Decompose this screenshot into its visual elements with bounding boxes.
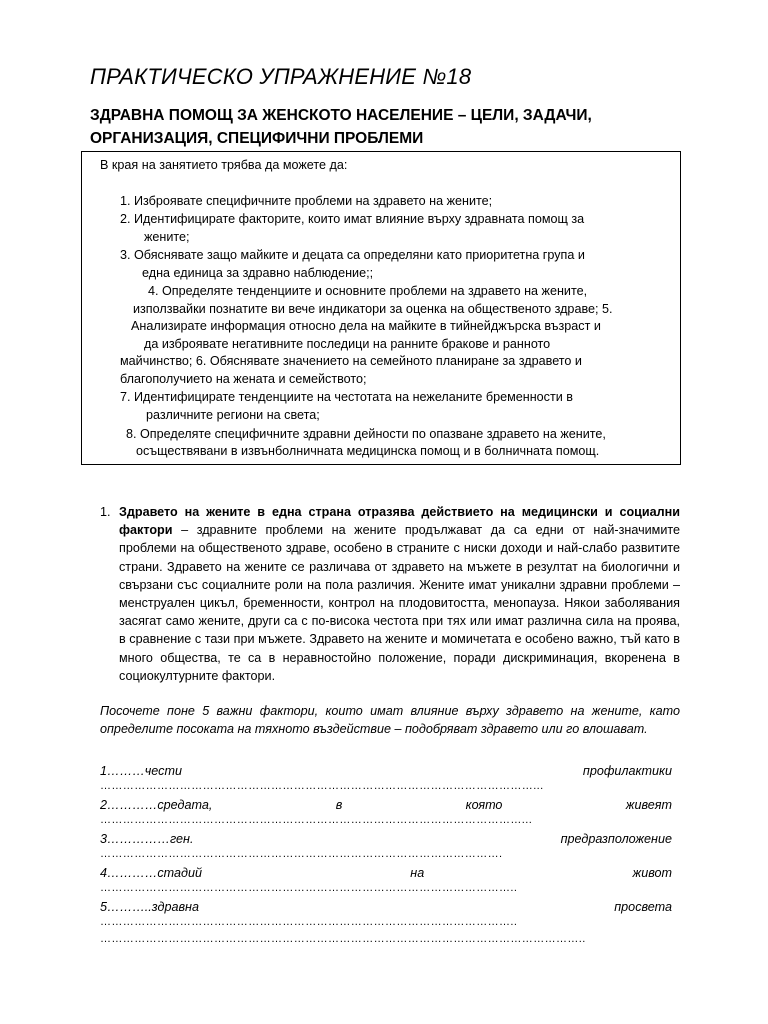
answer-dots-line: ……………………………………………………………………………………………………... xyxy=(100,780,544,792)
section-number: 1. xyxy=(100,505,111,519)
answer-dots-line: ……………………………………………………………………………………………….. xyxy=(100,916,518,928)
answer-row-5 xyxy=(100,899,672,916)
objective-line: 8. Определяте специфичните здравни дейности по опазване здравето на жените, xyxy=(126,427,606,441)
answer-part: 5………..здравна xyxy=(100,900,199,914)
answer-part: живот xyxy=(632,866,672,880)
objective-line: Анализирате информация относно дела на майките в тийнейджърска възраст и xyxy=(131,319,601,333)
section-paragraph xyxy=(119,503,680,685)
answer-dots-line: …………………………………………………………………………………………………... xyxy=(100,814,533,826)
answer-dots-line: ……………………………………………………………………………………………….. xyxy=(100,882,518,894)
answer-part: профилактики xyxy=(582,764,672,778)
answer-row-1 xyxy=(100,763,672,780)
answer-row-3 xyxy=(100,831,672,848)
objective-line: майчинство; 6. Обяснявате значението на семейното планиране за здравето и xyxy=(120,354,582,368)
page-subtitle xyxy=(90,104,690,150)
objective-line: 4. Определяте тенденциите и основните проблеми на здравето на жените, xyxy=(148,284,588,298)
answer-row-4 xyxy=(100,865,672,882)
section-body-text: – здравните проблеми на жените продължават да са едни от най-значимите проблеми на общественото здраве, особено в страните с ниски доходи и най-слабо развитите страни. Здравето на жените се различава от здравето на мъжете в резултат на биологични и свързани със социалните роли на пола различия. Жените имат уникални здравни проблеми – менструален цикъл, бременности, контрол на плодовитостта, менопауза. Някои заболявания засягат само жените, други са с по-висока честота при тях или имат различна сила на проява, в сравнение с тази при мъжете. Здравето на жените и момичетата е особено важно, тъй като в много общества, те са в неравностойно положение, поради дискриминация, вкоренена в социокултурните фактори. xyxy=(119,523,680,683)
answer-part: 2…………средата, xyxy=(100,798,213,812)
section-women-health xyxy=(100,503,680,685)
objective-line: благополучието на жената и семейството; xyxy=(120,372,367,386)
objective-line: 3. Обяснявате защо майките и децата са определяни като приоритетна група и xyxy=(120,248,585,262)
objective-line: да изброявате негативните последици на ранните бракове и ранното xyxy=(144,337,551,351)
objective-line: различните региони на света; xyxy=(146,408,320,422)
answer-part: в xyxy=(335,798,343,812)
answer-part: която xyxy=(465,798,503,812)
answer-dots-line: ……………………………………………………………………………………………. xyxy=(100,848,503,860)
objective-line: осъществявани в извънболничната медицинска помощ и в болничната помощ. xyxy=(136,444,600,458)
answer-part: предразположение xyxy=(560,832,672,846)
final-dots-line: ……………………………………………………………………………………………………………….. xyxy=(100,933,586,945)
answer-part: просвета xyxy=(614,900,672,914)
answer-row-2 xyxy=(100,797,672,814)
objective-line: 7. Идентифицирате тенденциите на честотата на нежеланите бременности в xyxy=(120,390,573,404)
subtitle-line-1: ЗДРАВНА ПОМОЩ ЗА ЖЕНСКОТО НАСЕЛЕНИЕ – ЦЕЛИ, ЗАДАЧИ, xyxy=(90,107,592,124)
objective-line: 2. Идентифицирате факторите, които имат влияние върху здравната помощ за xyxy=(120,212,585,226)
section-lead-bold: Здравето на жените в една страна отразява действието на медицински и социални фактори xyxy=(119,505,680,538)
answer-list xyxy=(100,763,672,950)
objective-line: една единица за здравно наблюдение;; xyxy=(142,266,374,280)
objective-line: използвайки познатите ви вече индикатори за оценка на общественото здраве; 5. xyxy=(133,302,613,316)
answer-part: 4…………стадий xyxy=(100,866,202,880)
page-title: ПРАКТИЧЕСКО УПРАЖНЕНИЕ №18 xyxy=(90,64,472,89)
answer-part: живеят xyxy=(625,798,672,812)
objective-line: жените; xyxy=(144,230,190,244)
subtitle-line-2: ОРГАНИЗАЦИЯ, СПЕЦИФИЧНИ ПРОБЛЕМИ xyxy=(90,130,424,147)
answer-part: 1………чести xyxy=(100,764,182,778)
learning-objectives-box xyxy=(81,151,681,465)
exercise-instruction: Посочете поне 5 важни фактори, които имат влияние върху здравето на жените, като определите посоката на тяхното въздействие – подобряват здравето или го влошават. xyxy=(100,704,680,737)
answer-part: 3……………ген. xyxy=(100,832,194,846)
objective-line: 1. Изброявате специфичните проблеми на здравето на жените; xyxy=(120,194,493,208)
answer-part: на xyxy=(410,866,425,880)
objectives-intro: В края на занятието трябва да можете да: xyxy=(100,158,348,172)
